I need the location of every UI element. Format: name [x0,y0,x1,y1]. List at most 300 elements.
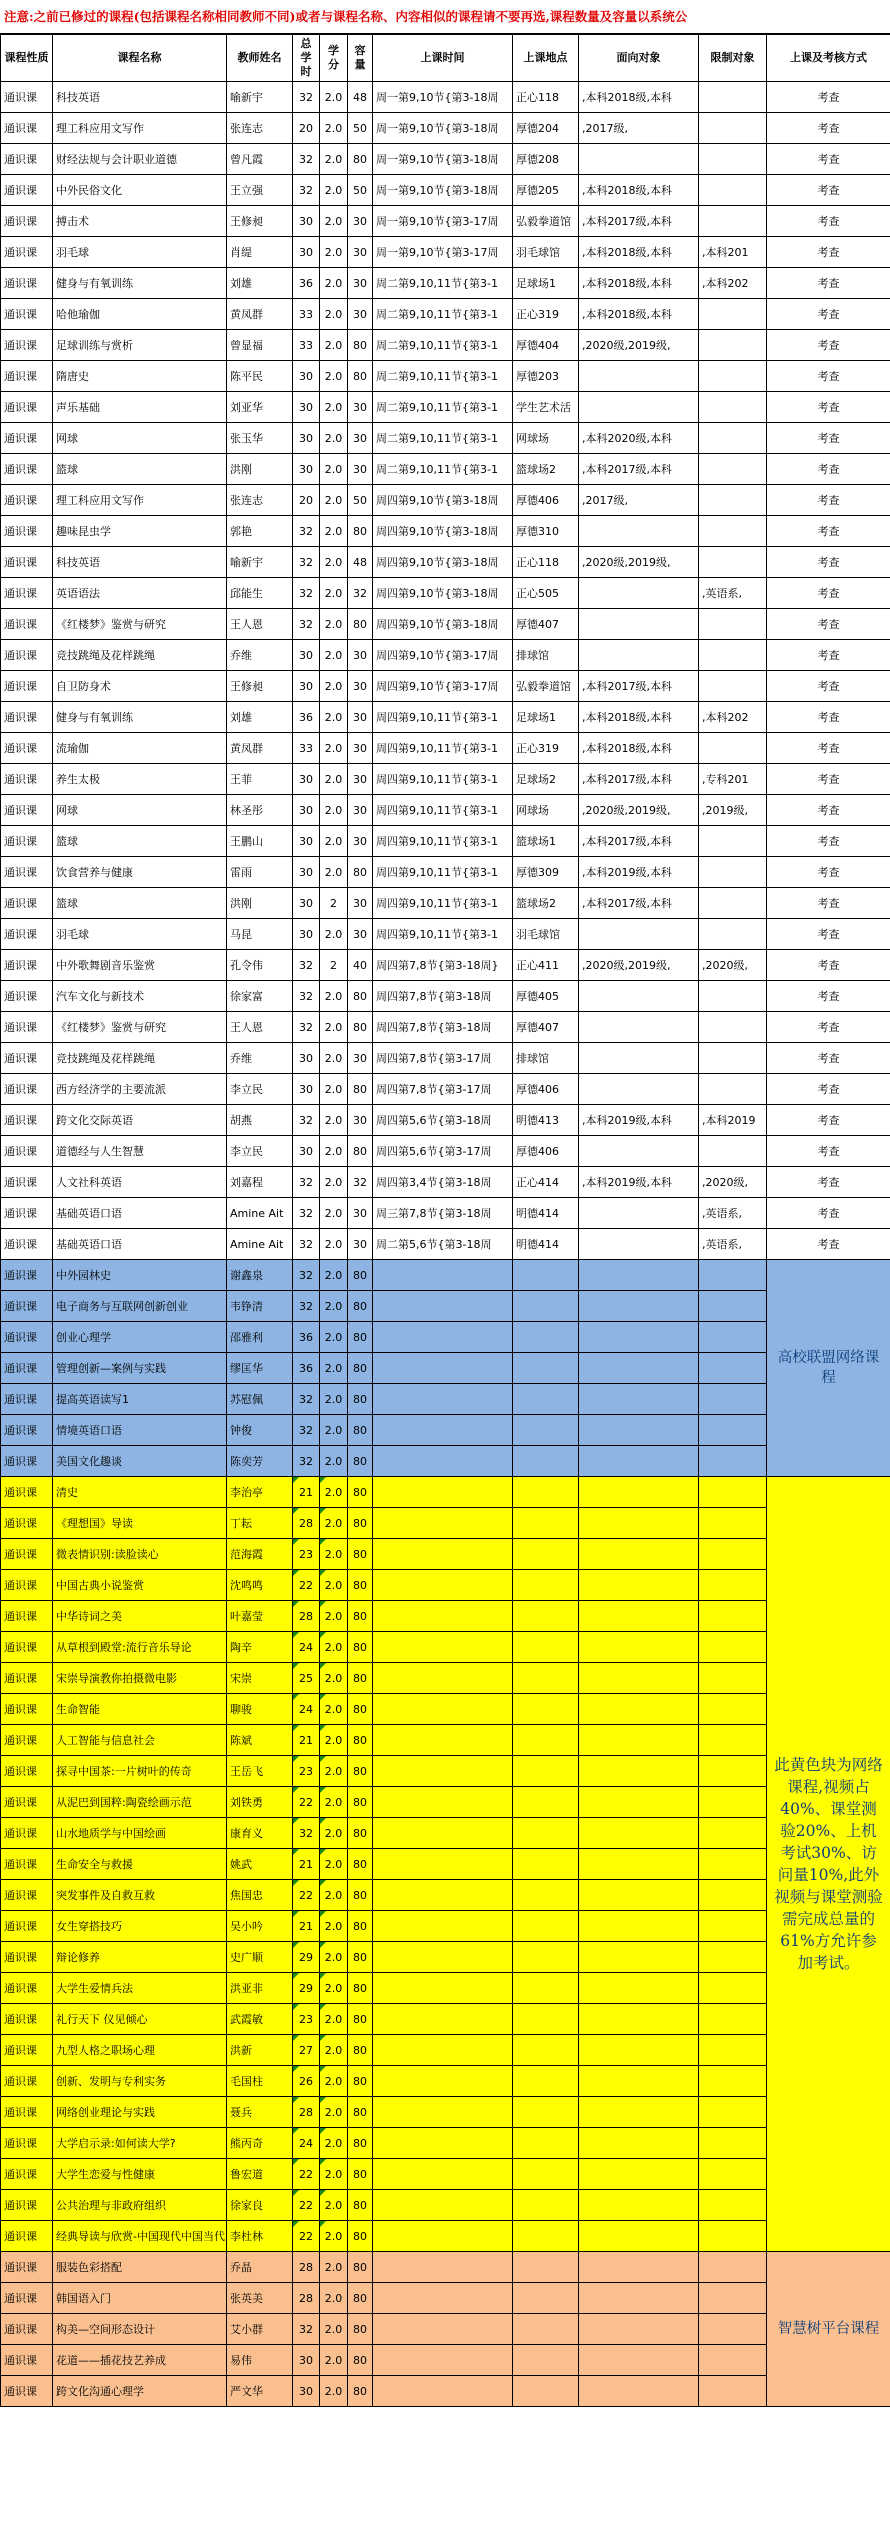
cell-teacher: 邵雅利 [227,1322,293,1353]
cell-hours: 21 [293,1911,320,1942]
cell-credits: 2.0 [320,485,348,516]
table-row [1,206,890,237]
cell-credits: 2.0 [320,2376,348,2407]
cell-time: 周二第9,10,11节{第3-1 [373,392,513,423]
cell-hours: 32 [293,1260,320,1291]
cell-restriction: ,2019级, [699,795,767,826]
cell-teacher: 胡燕 [227,1105,293,1136]
table-row [1,671,890,702]
cell-time [373,1260,513,1291]
cell-nature: 通识课 [1,1322,53,1353]
cell-hours: 30 [293,1043,320,1074]
cell-capacity: 80 [348,857,373,888]
cell-credits: 2.0 [320,764,348,795]
cell-restriction [699,2345,767,2376]
cell-credits: 2.0 [320,1229,348,1260]
cell-capacity: 80 [348,1477,373,1508]
cell-time [373,2345,513,2376]
cell-time: 周四第7,8节{第3-17周 [373,1043,513,1074]
cell-nature: 通识课 [1,1415,53,1446]
cell-assessment: 考查 [767,888,890,919]
cell-capacity: 80 [348,2252,373,2283]
cell-course-name: 清史 [53,1477,227,1508]
cell-location: 明德413 [513,1105,579,1136]
cell-course-name: 管理创新—案例与实践 [53,1353,227,1384]
cell-capacity: 30 [348,423,373,454]
cell-hours: 29 [293,1942,320,1973]
cell-teacher: 乔维 [227,1043,293,1074]
cell-capacity: 80 [348,2159,373,2190]
cell-credits: 2.0 [320,826,348,857]
cell-restriction [699,2252,767,2283]
cell-teacher: 毛国柱 [227,2066,293,2097]
cell-location [513,1880,579,1911]
header-row [1,35,890,82]
cell-time: 周四第9,10节{第3-18周 [373,485,513,516]
cell-restriction: ,2020级, [699,1167,767,1198]
cell-location: 羽毛球馆 [513,237,579,268]
cell-restriction [699,857,767,888]
cell-credits: 2.0 [320,919,348,950]
cell-nature: 通识课 [1,2283,53,2314]
cell-credits: 2.0 [320,1384,348,1415]
cell-nature: 通识课 [1,919,53,950]
cell-audience [579,1384,699,1415]
cell-course-name: 基础英语口语 [53,1198,227,1229]
cell-credits: 2.0 [320,2314,348,2345]
cell-nature: 通识课 [1,1663,53,1694]
cell-credits: 2.0 [320,981,348,1012]
cell-location [513,1632,579,1663]
cell-audience [579,1694,699,1725]
cell-time [373,1322,513,1353]
cell-credits: 2.0 [320,206,348,237]
cell-time [373,1787,513,1818]
cell-location [513,1570,579,1601]
cell-hours: 21 [293,1725,320,1756]
cell-audience [579,1074,699,1105]
cell-capacity: 80 [348,1384,373,1415]
cell-hours: 27 [293,2035,320,2066]
cell-hours: 32 [293,516,320,547]
cell-teacher: 康育义 [227,1818,293,1849]
cell-audience [579,1012,699,1043]
cell-assessment: 考查 [767,1167,890,1198]
cell-audience [579,1663,699,1694]
cell-audience [579,361,699,392]
cell-hours: 36 [293,1322,320,1353]
cell-nature: 通识课 [1,330,53,361]
cell-restriction: ,英语系, [699,578,767,609]
cell-hours: 32 [293,1105,320,1136]
cell-time: 周四第9,10,11节{第3-1 [373,764,513,795]
cell-nature: 通识课 [1,1043,53,1074]
cell-course-name: 提高英语读写1 [53,1384,227,1415]
cell-course-name: 网络创业理论与实践 [53,2097,227,2128]
cell-assessment: 考查 [767,919,890,950]
cell-nature: 通识课 [1,516,53,547]
cell-restriction [699,299,767,330]
table-row [1,826,890,857]
cell-location: 厚德310 [513,516,579,547]
cell-capacity: 80 [348,330,373,361]
cell-assessment: 考查 [767,981,890,1012]
cell-teacher: 刘雄 [227,268,293,299]
table-row [1,330,890,361]
cell-capacity: 80 [348,1880,373,1911]
cell-credits: 2.0 [320,175,348,206]
cell-restriction [699,175,767,206]
cell-assessment: 考查 [767,826,890,857]
cell-capacity: 80 [348,361,373,392]
cell-time: 周二第9,10,11节{第3-1 [373,268,513,299]
cell-location: 厚德407 [513,1012,579,1043]
cell-capacity: 30 [348,1229,373,1260]
cell-assessment: 考查 [767,1229,890,1260]
cell-credits: 2.0 [320,1136,348,1167]
table-row [1,1756,890,1787]
cell-teacher: 洪刚 [227,454,293,485]
cell-capacity: 80 [348,1136,373,1167]
cell-location [513,2159,579,2190]
table-row [1,1601,890,1632]
cell-time [373,2190,513,2221]
cell-nature: 通识课 [1,1601,53,1632]
cell-nature: 通识课 [1,1384,53,1415]
cell-audience [579,1570,699,1601]
cell-hours: 24 [293,1694,320,1725]
header-course-name: 课程名称 [53,35,227,82]
cell-audience [579,2159,699,2190]
cell-credits: 2.0 [320,1446,348,1477]
header-time: 上课时间 [373,35,513,82]
cell-course-name: 公共治理与非政府组织 [53,2190,227,2221]
cell-nature: 通识课 [1,733,53,764]
cell-assessment: 考查 [767,361,890,392]
cell-capacity: 80 [348,516,373,547]
cell-location: 足球场1 [513,268,579,299]
cell-hours: 32 [293,175,320,206]
table-row [1,1570,890,1601]
cell-hours: 28 [293,2283,320,2314]
header-location: 上课地点 [513,35,579,82]
cell-location: 排球馆 [513,640,579,671]
cell-time: 周四第9,10,11节{第3-1 [373,733,513,764]
cell-restriction [699,2128,767,2159]
cell-teacher: 聊骏 [227,1694,293,1725]
cell-nature: 通识课 [1,2252,53,2283]
cell-capacity: 30 [348,392,373,423]
cell-restriction: ,英语系, [699,1229,767,1260]
cell-teacher: 陈奕芳 [227,1446,293,1477]
cell-location: 厚德208 [513,144,579,175]
cell-hours: 30 [293,919,320,950]
cell-credits: 2.0 [320,454,348,485]
cell-nature: 通识课 [1,1105,53,1136]
cell-time [373,1911,513,1942]
cell-audience [579,2252,699,2283]
cell-time: 周四第9,10,11节{第3-1 [373,857,513,888]
cell-location: 正心414 [513,1167,579,1198]
cell-nature: 通识课 [1,2190,53,2221]
table-row [1,1291,890,1322]
table-row [1,1973,890,2004]
cell-audience [579,1508,699,1539]
cell-hours: 20 [293,113,320,144]
cell-audience [579,1942,699,1973]
cell-course-name: 宋崇导演教你拍摄微电影 [53,1663,227,1694]
cell-credits: 2.0 [320,1694,348,1725]
table-row [1,2190,890,2221]
cell-course-name: 大学生爱情兵法 [53,1973,227,2004]
cell-capacity: 80 [348,1632,373,1663]
cell-audience [579,981,699,1012]
table-row [1,1849,890,1880]
cell-location: 学生艺术活 [513,392,579,423]
table-row [1,175,890,206]
cell-hours: 22 [293,2159,320,2190]
cell-time [373,1880,513,1911]
table-row [1,1260,890,1291]
cell-course-name: 突发事件及自救互救 [53,1880,227,1911]
cell-credits: 2.0 [320,1973,348,2004]
table-row [1,1942,890,1973]
cell-course-name: 创业心理学 [53,1322,227,1353]
cell-nature: 通识课 [1,1570,53,1601]
cell-capacity: 80 [348,1260,373,1291]
cell-audience [579,1322,699,1353]
cell-restriction [699,454,767,485]
cell-capacity: 30 [348,733,373,764]
cell-nature: 通识课 [1,1942,53,1973]
cell-time: 周三第7,8节{第3-18周 [373,1198,513,1229]
cell-restriction [699,733,767,764]
cell-location [513,2221,579,2252]
cell-capacity: 30 [348,888,373,919]
cell-hours: 32 [293,609,320,640]
cell-location [513,1446,579,1477]
cell-restriction [699,919,767,950]
table-row [1,113,890,144]
cell-course-name: 中国古典小说鉴赏 [53,1570,227,1601]
cell-credits: 2.0 [320,1663,348,1694]
cell-nature: 通识课 [1,1911,53,1942]
cell-course-name: 从草根到殿堂:流行音乐导论 [53,1632,227,1663]
cell-time [373,1539,513,1570]
cell-hours: 30 [293,2376,320,2407]
cell-hours: 30 [293,857,320,888]
cell-nature: 通识课 [1,981,53,1012]
cell-credits: 2.0 [320,423,348,454]
cell-time: 周四第9,10,11节{第3-1 [373,795,513,826]
cell-audience [579,1849,699,1880]
cell-capacity: 80 [348,144,373,175]
cell-capacity: 80 [348,2190,373,2221]
cell-time: 周二第9,10,11节{第3-1 [373,423,513,454]
cell-restriction [699,1477,767,1508]
cell-capacity: 80 [348,2376,373,2407]
cell-restriction [699,206,767,237]
table-row [1,1632,890,1663]
cell-location: 篮球场1 [513,826,579,857]
cell-location: 羽毛球馆 [513,919,579,950]
cell-time: 周一第9,10节{第3-18周 [373,175,513,206]
cell-course-name: 理工科应用文写作 [53,113,227,144]
cell-location [513,2004,579,2035]
cell-course-name: 情境英语口语 [53,1415,227,1446]
cell-capacity: 80 [348,1601,373,1632]
cell-teacher: 聂兵 [227,2097,293,2128]
table-row [1,1694,890,1725]
cell-capacity: 80 [348,2221,373,2252]
cell-capacity: 80 [348,1849,373,1880]
cell-nature: 通识课 [1,1756,53,1787]
cell-time: 周四第9,10,11节{第3-1 [373,919,513,950]
cell-credits: 2.0 [320,2345,348,2376]
cell-time: 周四第9,10节{第3-18周 [373,609,513,640]
table-row [1,299,890,330]
cell-nature: 通识课 [1,454,53,485]
cell-restriction [699,2283,767,2314]
header-audience: 面向对象 [579,35,699,82]
table-row [1,485,890,516]
cell-capacity: 80 [348,2035,373,2066]
cell-teacher: 林圣彤 [227,795,293,826]
cell-assessment: 考查 [767,454,890,485]
header-teacher: 教师姓名 [227,35,293,82]
cell-location: 弘毅拳道馆 [513,206,579,237]
cell-assessment: 考查 [767,547,890,578]
cell-audience: ,2020级,2019级, [579,950,699,981]
cell-time [373,2097,513,2128]
cell-course-name: 健身与有氧训练 [53,702,227,733]
table-row [1,2376,890,2407]
cell-teacher: 钟俊 [227,1415,293,1446]
cell-capacity: 80 [348,1539,373,1570]
cell-capacity: 40 [348,950,373,981]
cell-location [513,1973,579,2004]
cell-credits: 2.0 [320,640,348,671]
cell-nature: 通识课 [1,206,53,237]
cell-teacher: Amine Ait [227,1229,293,1260]
cell-teacher: 刘铁勇 [227,1787,293,1818]
cell-nature: 通识课 [1,1229,53,1260]
cell-teacher: 郭艳 [227,516,293,547]
cell-capacity: 80 [348,1446,373,1477]
cell-nature: 通识课 [1,1973,53,2004]
cell-nature: 通识课 [1,2376,53,2407]
cell-location [513,2252,579,2283]
cell-audience [579,1260,699,1291]
cell-restriction [699,1818,767,1849]
cell-audience: ,本科2018级,本科 [579,175,699,206]
cell-credits: 2.0 [320,2283,348,2314]
cell-capacity: 50 [348,113,373,144]
cell-location [513,2128,579,2159]
cell-audience [579,1198,699,1229]
cell-assessment: 考查 [767,795,890,826]
cell-credits: 2.0 [320,113,348,144]
cell-teacher: 姚武 [227,1849,293,1880]
cell-nature: 通识课 [1,423,53,454]
cell-teacher: 张连志 [227,485,293,516]
cell-time: 周四第9,10,11节{第3-1 [373,702,513,733]
cell-course-name: 跨文化沟通心理学 [53,2376,227,2407]
cell-capacity: 80 [348,2004,373,2035]
cell-teacher: 乔晶 [227,2252,293,2283]
cell-nature: 通识课 [1,671,53,702]
cell-location: 正心411 [513,950,579,981]
table-row [1,1136,890,1167]
cell-audience: ,本科2018级,本科 [579,82,699,113]
cell-restriction [699,1415,767,1446]
cell-hours: 32 [293,578,320,609]
cell-location [513,2345,579,2376]
cell-nature: 通识课 [1,175,53,206]
cell-capacity: 32 [348,1167,373,1198]
cell-restriction [699,1849,767,1880]
cell-hours: 30 [293,423,320,454]
cell-teacher: 李治亭 [227,1477,293,1508]
cell-credits: 2.0 [320,2252,348,2283]
header-hours: 总学时 [293,35,320,82]
cell-restriction [699,392,767,423]
cell-audience: ,本科2017级,本科 [579,671,699,702]
cell-assessment: 考查 [767,640,890,671]
cell-location [513,1384,579,1415]
cell-time: 周四第9,10节{第3-18周 [373,547,513,578]
cell-location: 正心118 [513,82,579,113]
cell-audience [579,1353,699,1384]
cell-time: 周四第7,8节{第3-18周} [373,950,513,981]
cell-nature: 通识课 [1,268,53,299]
cell-nature: 通识课 [1,1880,53,1911]
cell-location [513,1787,579,1818]
cell-audience [579,2190,699,2221]
cell-capacity: 80 [348,1508,373,1539]
cell-restriction [699,113,767,144]
header-nature: 课程性质 [1,35,53,82]
cell-course-name: 篮球 [53,454,227,485]
cell-hours: 30 [293,206,320,237]
cell-audience [579,2314,699,2345]
cell-hours: 33 [293,733,320,764]
header-restriction: 限制对象 [699,35,767,82]
cell-time: 周一第9,10节{第3-17周 [373,237,513,268]
cell-restriction [699,2066,767,2097]
cell-location: 厚德406 [513,485,579,516]
cell-teacher: 喻新宇 [227,82,293,113]
cell-capacity: 80 [348,2283,373,2314]
cell-audience: ,本科2017级,本科 [579,454,699,485]
cell-teacher: 陈平民 [227,361,293,392]
cell-location [513,2190,579,2221]
table-row [1,764,890,795]
cell-course-name: 科技英语 [53,547,227,578]
cell-restriction [699,888,767,919]
cell-hours: 22 [293,1570,320,1601]
cell-teacher: 刘嘉程 [227,1167,293,1198]
cell-assessment: 考查 [767,237,890,268]
cell-assessment: 考查 [767,764,890,795]
cell-nature: 通识课 [1,2221,53,2252]
cell-audience: ,2020级,2019级, [579,330,699,361]
cell-audience [579,1601,699,1632]
cell-hours: 36 [293,702,320,733]
cell-audience [579,1291,699,1322]
cell-time: 周四第9,10节{第3-18周 [373,578,513,609]
cell-capacity: 30 [348,795,373,826]
